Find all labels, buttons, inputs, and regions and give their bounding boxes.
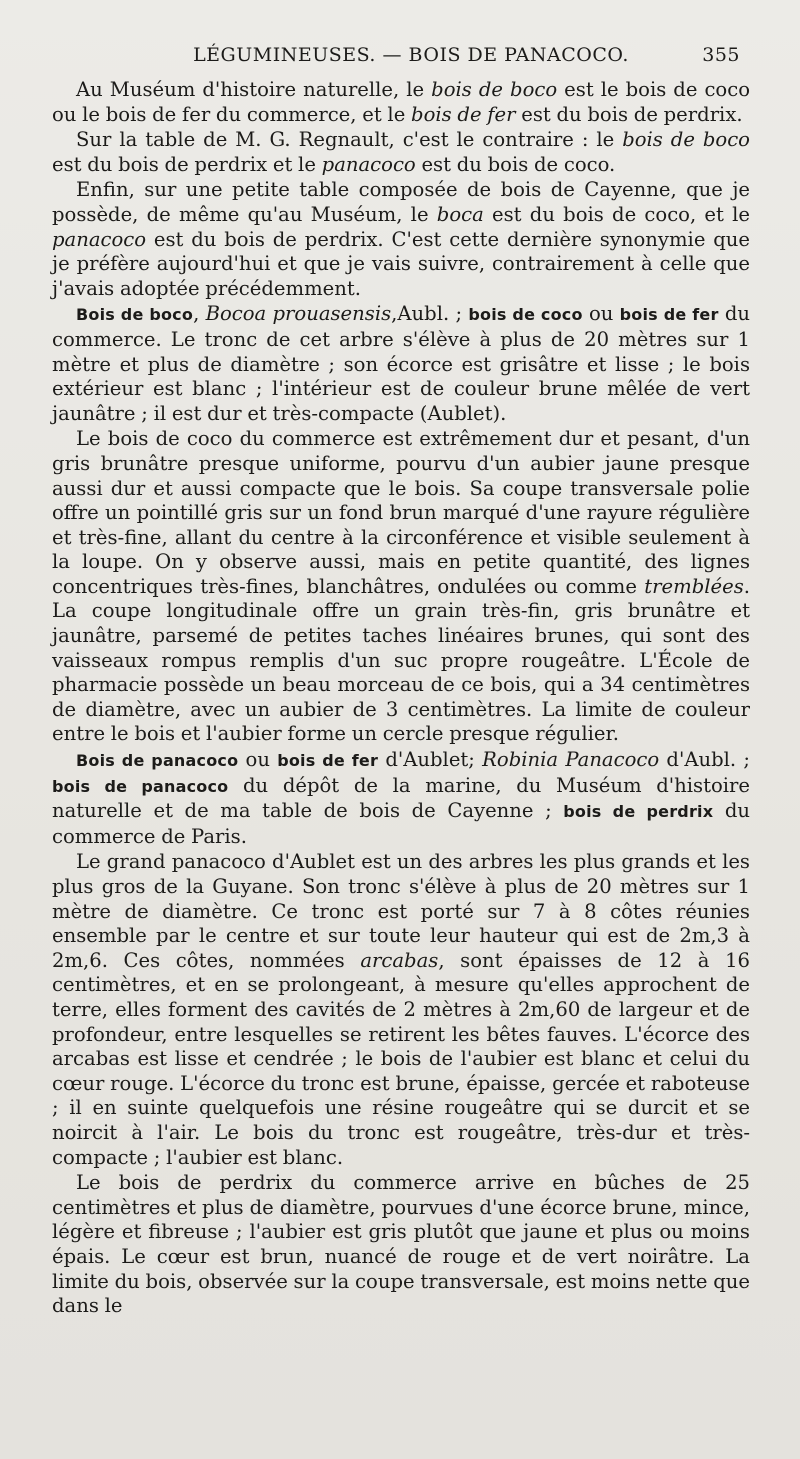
paragraph-8 (52, 1171, 750, 1319)
p6-text-5: du commerce de Paris. (52, 799, 750, 848)
p8-text-1: Le bois de perdrix du commerce arrive en bûches de 25 centimètres et plus de diamètre, pourvues d'une écorce brune, mince, légère et fibreuse ; l'aubier est gris plutôt que jaune et plus ou moins épais. Le cœur est brun, nuancé de rouge et de vert noirâtre. La limite du bois, observée sur la coupe transversale, est moins nette que dans le (52, 1171, 750, 1318)
p3-text-1: Enfin, sur une petite table composée de bois de Cayenne, que je possède, de même qu'au Muséum, le (52, 178, 750, 226)
p2-italic-2: panacoco (321, 152, 416, 176)
p6-text-3: d'Aubl. ; (659, 748, 751, 772)
paragraph-1 (52, 78, 750, 127)
p4-italic-1: Bocoa prouasensis (205, 302, 392, 326)
p7-text-2: , sont épaisses de 12 à 16 centimètres, et en se prolongeant, à mesure qu'elles approchent de terre, elles forment des cavités de 2 mètres à 2m,60 de largeur et de profondeur, entre lesquelles se retirent les bêtes fauves. L'écorce des arcabas est lisse et cendrée ; le bois de l'aubier est blanc et celui du cœur rouge. L'écorce du tronc est brune, épaisse, gercée et raboteuse ; il en suinte quelquefois une résine rougeâtre qui se durcit et se noircit à l'air. Le bois du tronc est rougeâtre, très-dur et très-compacte ; l'aubier est blanc. (52, 948, 750, 1169)
p1-text-3: est du bois de perdrix. (515, 102, 743, 126)
p6-term-4: bois de perdrix (563, 802, 714, 822)
p6-text-2: d'Aublet; (378, 748, 483, 772)
p7-text-1: Le grand panacoco d'Aublet est un des arbres les plus grands et les plus gros de la Guyane. Son tronc s'élève à plus de 20 mètres sur 1 mètre de diamètre. Ce tronc est porté sur 7 à 8 côtes réunies ensemble par le centre et sur toute leur hauteur qui est de 2m,3 à 2m,6. Ces côtes, nommées (52, 850, 750, 972)
p4-term-1: Bois de boco (76, 305, 194, 325)
p4-text-3: ou (582, 302, 620, 326)
paragraph-5 (52, 427, 750, 747)
running-title: LÉGUMINEUSES. — BOIS DE PANACOCO. (193, 44, 629, 66)
p6-text-1: ou (238, 748, 278, 772)
p3-text-2: est du bois de coco, et le (483, 202, 750, 226)
p2-italic-1: bois de boco (622, 128, 750, 152)
p6-term-1: Bois de panacoco (76, 751, 239, 771)
p3-italic-1: boca (436, 202, 484, 226)
p6-term-3: bois de panacoco (52, 776, 229, 796)
paragraph-4 (52, 302, 750, 426)
p6-italic-1: Robinia Panacoco (482, 748, 660, 772)
p2-text-1: Sur la table de M. G. Regnault, c'est le contraire : le (76, 128, 623, 152)
p1-text-2: est le bois de coco ou le bois de fer du commerce, et le (52, 78, 750, 126)
p6-term-2: bois de fer (277, 751, 379, 771)
p6-text-4: du dépôt de la marine, du Muséum d'histoire naturelle et de ma table de bois de Cayenne ; (52, 773, 750, 823)
paragraph-3 (52, 178, 750, 301)
p5-italic-1: tremblées (644, 574, 744, 598)
paragraph-6 (52, 748, 750, 849)
p3-text-3: est du bois de perdrix. C'est cette dernière synonymie que je préfère aujourd'hui et que je vais suivre, contrairement à celle que j'avais adoptée précédemment. (52, 227, 750, 300)
p3-italic-2: panacoco (52, 227, 147, 251)
p1-italic-2: bois de fer (411, 102, 516, 126)
p2-text-2: est du bois de perdrix et le (52, 152, 322, 176)
p4-text-2: ,Aubl. ; (391, 302, 469, 326)
paragraph-2 (52, 128, 750, 177)
p2-text-3: est du bois de coco. (415, 152, 616, 176)
p4-term-2: bois de coco (468, 305, 583, 325)
p5-text-2: . La coupe longitudinale offre un grain très-fin, gris brunâtre et jaunâtre, parsemé de petites taches linéaires brunes, qui sont des vaisseaux rompus remplis d'un suc propre rougeâtre. L'École de pharmacie possède un beau morceau de ce bois, qui a 34 centimètres de diamètre, avec un aubier de 3 centimètres. La limite de couleur entre le bois et l'aubier forme un cercle presque régulier. (52, 574, 750, 746)
page-header (52, 44, 750, 78)
p7-italic-1: arcabas (360, 948, 439, 972)
page-number: 355 (702, 44, 740, 66)
body-text (52, 78, 750, 1319)
p1-italic-1: bois de boco (431, 78, 558, 101)
p4-text-4: du commerce. Le tronc de cet arbre s'élève à plus de 20 mètres sur 1 mètre et plus de diamètre ; son écorce est grisâtre et lisse ; le bois extérieur est blanc ; l'intérieur est de couleur brune mêlée de vert jaunâtre ; il est dur et très-compacte (Aublet). (52, 302, 750, 425)
p1-text-1: Au Muséum d'histoire naturelle, le (76, 78, 432, 101)
p5-text-1: Le bois de coco du commerce est extrêmement dur et pesant, d'un gris brunâtre presque uniforme, pourvu d'un aubier jaune presque aussi dur et aussi compacte que le bois. Sa coupe transversale polie offre un pointillé gris sur un fond brun marqué d'une rayure régulière et très-fine, allant du centre à la circonférence et visible seulement à la loupe. On y observe aussi, mais en petite quantité, des lignes concentriques très-fines, blanchâtres, ondulées ou comme (52, 427, 750, 598)
p4-text-1: , (193, 302, 206, 326)
p4-term-3: bois de fer (619, 305, 719, 325)
paragraph-7 (52, 850, 750, 1170)
